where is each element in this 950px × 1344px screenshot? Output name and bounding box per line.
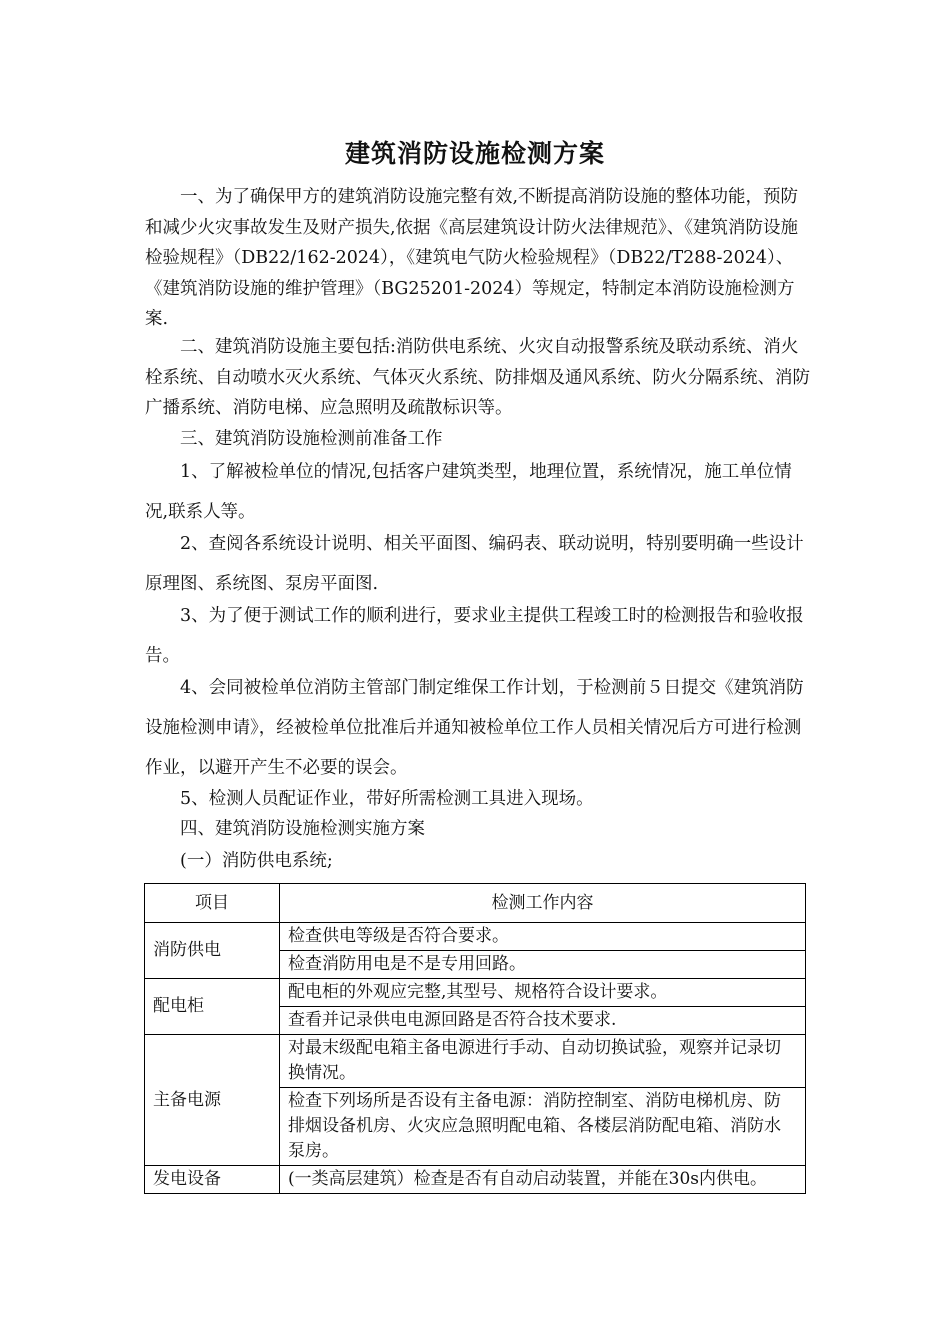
category-cell: 主备电源 bbox=[145, 1035, 280, 1166]
header-content: 检测工作内容 bbox=[280, 884, 806, 923]
table-row bbox=[145, 1035, 806, 1088]
category-cell: 消防供电 bbox=[145, 923, 280, 979]
content-cell: 对最末级配电箱主备电源进行手动、自动切换试验，观察并记录切换情况。 bbox=[280, 1035, 806, 1088]
paragraph-facilities: 二、建筑消防设施主要包括:消防供电系统、火灾自动报警系统及联动系统、消火栓系统、自动喷水灭火系统、气体灭火系统、防排烟及通风系统、防火分隔系统、消防广播系统、消防电梯、应急照明及疏散标识等。 bbox=[145, 337, 810, 418]
table-header-row bbox=[145, 884, 806, 923]
section-heading-preparation: 三、建筑消防设施检测前准备工作 bbox=[180, 429, 443, 449]
category-cell: 配电柜 bbox=[145, 979, 280, 1035]
table-row bbox=[145, 923, 806, 951]
prep-item-4: 4、会同被检单位消防主管部门制定维保工作计划，于检测前５日提交《建筑消防设施检测申请》，经被检单位批准后并通知被检单位工作人员相关情况后方可进行检测作业，以避开产生不必要的误会。 bbox=[145, 678, 804, 778]
table-row bbox=[145, 979, 806, 1007]
prep-item-3: 3、为了便于测试工作的顺利进行，要求业主提供工程竣工时的检测报告和验收报告。 bbox=[145, 606, 804, 666]
prep-item-2: 2、查阅各系统设计说明、相关平面图、编码表、联动说明，特别要明确一些设计原理图、系统图、泵房平面图. bbox=[145, 534, 804, 594]
table-row bbox=[145, 1166, 806, 1194]
prep-item-1: 1、了解被检单位的情况,包括客户建筑类型，地理位置，系统情况，施工单位情况,联系人等。 bbox=[145, 462, 792, 522]
content-cell: 检查供电等级是否符合要求。 bbox=[280, 923, 806, 951]
prep-item-5: 5、检测人员配证作业，带好所需检测工具进入现场。 bbox=[180, 789, 594, 809]
section-heading-implementation: 四、建筑消防设施检测实施方案 bbox=[180, 819, 425, 839]
paragraph-purpose: 一、为了确保甲方的建筑消防设施完整有效,不断提高消防设施的整体功能，预防和减少火灾事故发生及财产损失,依据《高层建筑设计防火法律规范》、《建筑消防设施检验规程》（DB22/162-2024），《建筑电气防火检验规程》（DB22/T288-2024）、《建筑消防设施的维护管理》（BG25201-2024）等规定，特制定本消防设施检测方案. bbox=[145, 187, 799, 329]
subsection-power-supply: (一）消防供电系统; bbox=[180, 851, 333, 871]
category-cell: 发电设备 bbox=[145, 1166, 280, 1194]
content-cell: 检查下列场所是否设有主备电源：消防控制室、消防电梯机房、防排烟设备机房、火灾应急照明配电箱、各楼层消防配电箱、消防水泵房。 bbox=[280, 1088, 806, 1166]
header-item: 项目 bbox=[145, 884, 280, 923]
content-cell: 配电柜的外观应完整,其型号、规格符合设计要求。 bbox=[280, 979, 806, 1007]
content-cell: 检查消防用电是不是专用回路。 bbox=[280, 951, 806, 979]
document-title: 建筑消防设施检测方案 bbox=[344, 139, 605, 168]
content-cell: (一类高层建筑）检查是否有自动启动装置，并能在30s内供电。 bbox=[280, 1166, 806, 1194]
power-supply-inspection-table bbox=[144, 883, 806, 1194]
content-cell: 查看并记录供电电源回路是否符合技术要求. bbox=[280, 1007, 806, 1035]
